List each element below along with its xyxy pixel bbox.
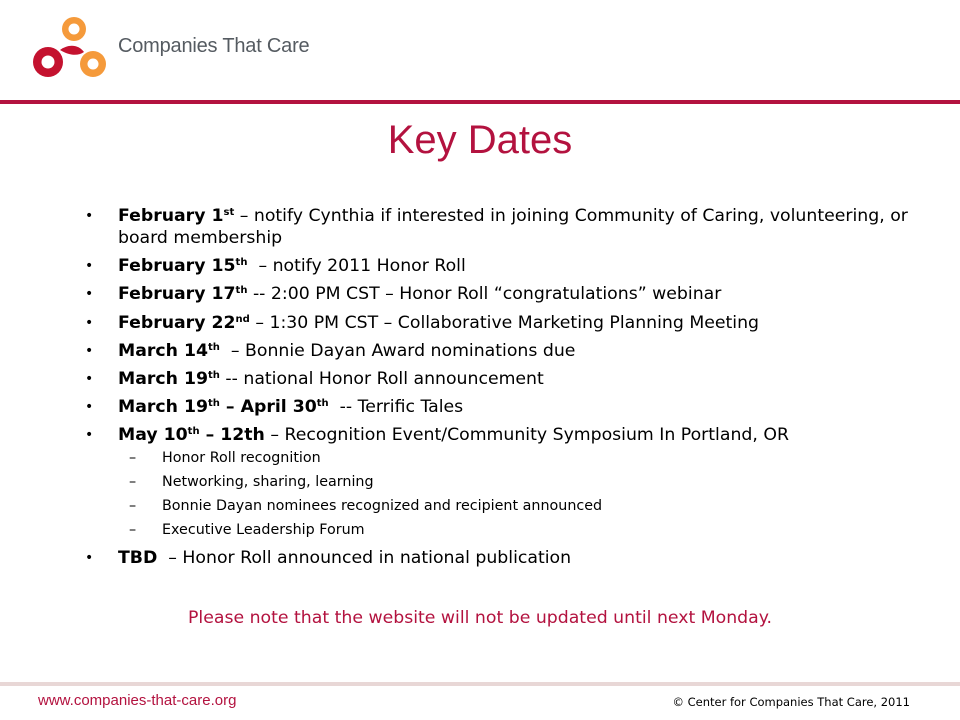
sub-item: – Honor Roll recognition: [129, 450, 321, 467]
slide-title: Key Dates: [387, 118, 573, 162]
dash-icon: –: [129, 450, 137, 467]
bullet-icon: •: [85, 286, 94, 303]
key-date-description: -- 2:00 PM CST – Honor Roll “congratulations” webinar: [247, 284, 722, 305]
key-date-label: March 19th – April 30th: [118, 397, 329, 418]
bullet-icon: •: [85, 399, 94, 416]
key-date-item: [85, 396, 925, 418]
key-date-item: [85, 283, 925, 305]
bullet-icon: •: [85, 427, 94, 444]
bullet-icon: •: [85, 549, 94, 566]
key-dates-list: [85, 205, 925, 575]
key-date-item: [85, 255, 925, 277]
dash-icon: –: [129, 474, 137, 491]
bullet-icon: •: [85, 370, 94, 387]
bullet-icon: •: [85, 342, 94, 359]
footer-divider: [0, 682, 960, 686]
website-update-note: Please note that the website will not be updated until next Monday.: [188, 608, 772, 628]
key-date-label: March 19th: [118, 368, 220, 389]
key-date-label: March 14th: [118, 340, 220, 361]
sub-item-list: [118, 449, 925, 540]
key-date-description: – notify 2011 Honor Roll: [247, 256, 466, 277]
key-date-description: – 1:30 PM CST – Collaborative Marketing Planning Meeting: [249, 312, 760, 333]
footer-url-link[interactable]: www.companies-that-care.org: [38, 692, 237, 709]
key-date-label: TBD: [118, 547, 158, 568]
key-date-item: [85, 205, 925, 249]
key-date-description: -- national Honor Roll announcement: [219, 368, 544, 389]
key-date-description: – notify Cynthia if interested in joining Community of Caring, volunteering, or board membership: [118, 206, 914, 248]
footer-copyright: © Center for Companies That Care, 2011: [672, 695, 910, 709]
key-date-description: -- Terrific Tales: [328, 397, 464, 418]
brand-name: Companies That Care: [118, 35, 310, 57]
dash-icon: –: [129, 498, 137, 515]
key-date-label: February 17th: [118, 284, 248, 305]
key-date-item: [85, 340, 925, 362]
companies-that-care-logo-icon: [30, 14, 110, 86]
key-date-item: [85, 368, 925, 390]
dash-icon: –: [129, 522, 137, 539]
key-date-description: – Honor Roll announced in national publication: [157, 547, 572, 568]
key-date-label: May 10th – 12th: [118, 425, 265, 446]
sub-item: – Bonnie Dayan nominees recognized and recipient announced: [129, 498, 603, 515]
key-date-description: – Bonnie Dayan Award nominations due: [219, 340, 576, 361]
key-date-description: – Recognition Event/Community Symposium In Portland, OR: [264, 425, 789, 446]
key-date-label: February 15th: [118, 256, 248, 277]
key-date-item: [85, 312, 925, 334]
bullet-icon: •: [85, 208, 94, 224]
sub-item: – Executive Leadership Forum: [129, 522, 365, 539]
bullet-icon: •: [85, 314, 94, 331]
key-date-label: February 22nd: [118, 312, 250, 333]
key-date-item: [85, 424, 925, 540]
sub-item: – Networking, sharing, learning: [129, 474, 374, 491]
key-date-item: [85, 547, 925, 569]
key-date-label: February 1st: [118, 206, 235, 226]
bullet-icon: •: [85, 258, 94, 275]
header-divider: [0, 100, 960, 104]
